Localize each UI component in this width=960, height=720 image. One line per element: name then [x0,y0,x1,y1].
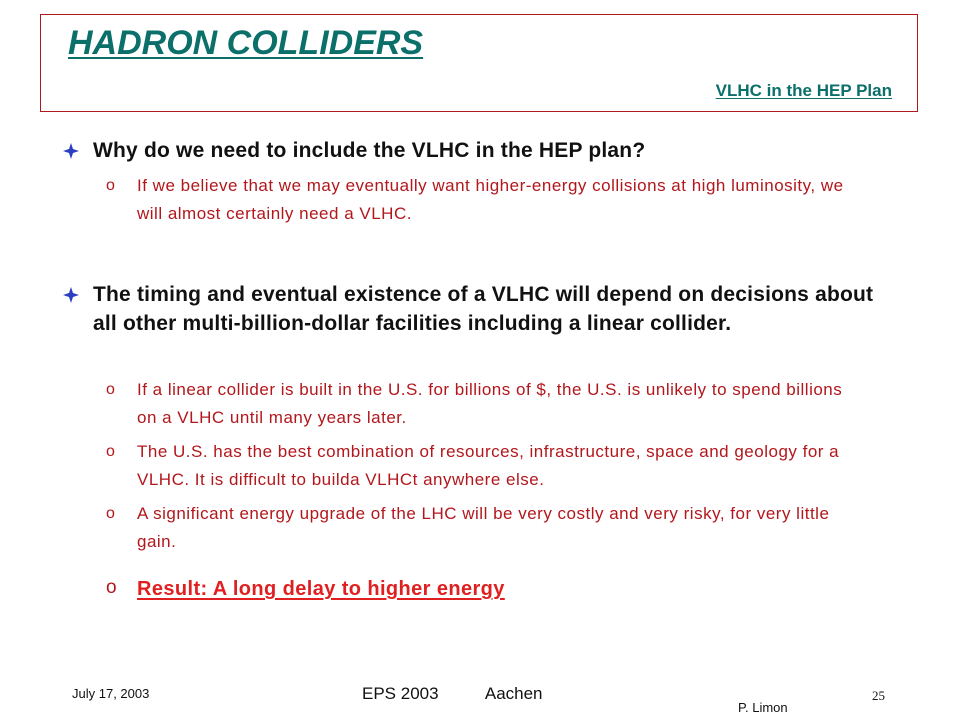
question-2 [62,280,902,338]
result-point [106,574,866,605]
page-number: 25 [872,688,885,703]
point-2-3 [106,500,866,556]
diamond-bullet-icon [62,142,80,160]
footer-author: P. Limon [738,700,788,715]
slide-subtitle: VLHC in the HEP Plan [715,81,892,100]
point-2-1 [106,376,866,432]
point-2-1-text: If a linear collider is built in the U.S. for billions of $, the U.S. is unlikely to spend billions on a VLHC until many years later. [137,380,843,427]
bullet-marker: o [106,443,115,460]
question-1-text: Why do we need to include the VLHC in the HEP plan? [93,139,646,162]
point-1-1 [106,172,866,228]
footer-conference: EPS 2003 Aachen [362,684,543,703]
diamond-bullet-icon [62,286,80,304]
point-2-3-text: A significant energy upgrade of the LHC will be very costly and very risky, for very little gain. [137,504,830,551]
point-1-1-text: If we believe that we may eventually want higher-energy collisions at high luminosity, we will almost certainly need a VLHC. [137,176,844,223]
result-text: Result: A long delay to higher energy [137,578,505,600]
footer-date: July 17, 2003 [72,686,150,701]
bullet-marker: o [106,381,115,398]
point-2-2-text: The U.S. has the best combination of resources, infrastructure, space and geology for a VLHC. It is difficult to builda VLHCt anywhere else. [137,442,840,489]
question-2-text: The timing and eventual existence of a VLHC will depend on decisions about all other multi-billion-dollar facilities including a linear collider. [93,283,874,335]
bullet-marker: o [106,505,115,522]
bullet-marker: o [106,577,117,598]
point-2-2 [106,438,866,494]
bullet-marker: o [106,177,115,194]
slide-title: HADRON COLLIDERS [68,24,424,62]
question-1 [62,136,882,165]
